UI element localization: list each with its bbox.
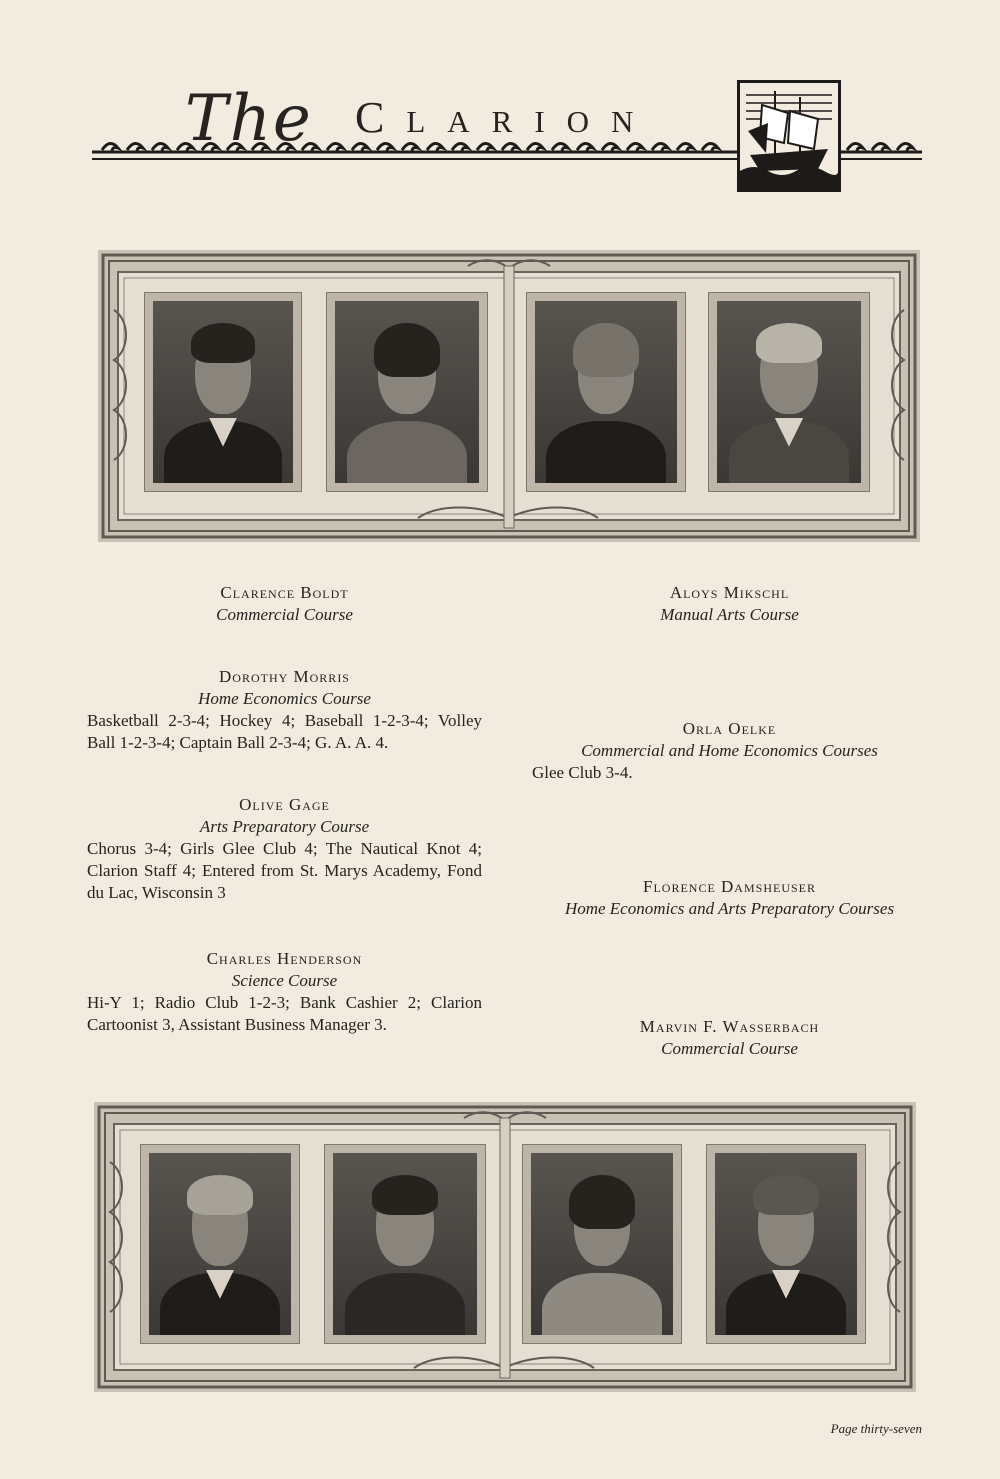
- entry-aloys-mikschl: [532, 582, 927, 626]
- student-name: Charles Henderson: [206, 949, 363, 968]
- portrait-dorothy-morris: [326, 292, 488, 492]
- student-activities: Glee Club 3-4.: [532, 763, 633, 782]
- entry-charles-henderson: [87, 948, 482, 1036]
- student-name: Florence Damsheuser: [643, 877, 816, 896]
- student-name: Orla Oelke: [682, 719, 777, 738]
- portrait-aloys-mikschl: [708, 292, 870, 492]
- portrait-marvin-wasserbach: [706, 1144, 866, 1344]
- page-number: Page thirty-seven: [830, 1421, 922, 1436]
- portrait-olive-gage: [526, 292, 686, 492]
- student-name: Marvin F. Wasserbach: [639, 1017, 820, 1036]
- student-name: Dorothy Morris: [219, 667, 350, 686]
- student-activities: Hi-Y 1; Radio Club 1-2-3; Bank Cashier 2; Clarion Cartoonist 3, Assistant Business Manager 3.: [87, 993, 482, 1034]
- title-the: The: [185, 82, 313, 156]
- entry-clarence-boldt: [87, 582, 482, 626]
- student-course: Science Course: [231, 971, 338, 990]
- page-header: [0, 0, 1000, 156]
- student-name: Aloys Mikschl: [669, 583, 790, 602]
- student-course: Commercial Course: [661, 1039, 798, 1058]
- student-course: Home Economics Course: [198, 689, 371, 708]
- top-photo-panel: [98, 250, 920, 542]
- portrait-orla-oelke: [324, 1144, 486, 1344]
- student-activities: Chorus 3-4; Girls Glee Club 4; The Nautical Knot 4; Clarion Staff 4; Entered from St. Marys Academy, Fond du Lac, Wisconsin 3: [87, 839, 482, 902]
- student-course: Commercial and Home Economics Courses: [581, 741, 878, 760]
- student-course: Commercial Course: [216, 605, 353, 624]
- entry-florence-damsheuser: [532, 876, 927, 920]
- title-clarion: Clarion: [355, 93, 656, 142]
- bottom-photo-panel: [94, 1102, 916, 1392]
- student-course: Manual Arts Course: [660, 605, 799, 624]
- student-activities: Basketball 2-3-4; Hockey 4; Baseball 1-2-3-4; Volley Ball 1-2-3-4; Captain Ball 2-3-4; G. A. A. 4.: [87, 711, 482, 752]
- student-course: Home Economics and Arts Preparatory Courses: [564, 899, 895, 918]
- student-name: Clarence Boldt: [220, 583, 349, 602]
- entry-olive-gage: [87, 794, 482, 904]
- entry-marvin-wasserbach: [532, 1016, 927, 1060]
- portrait-charles-henderson: [140, 1144, 300, 1344]
- ship-emblem-icon: [737, 80, 841, 192]
- entry-orla-oelke: [532, 718, 927, 784]
- student-name: Olive Gage: [239, 795, 330, 814]
- entry-dorothy-morris: [87, 666, 482, 754]
- portrait-clarence-boldt: [144, 292, 302, 492]
- portrait-florence-damsheuser: [522, 1144, 682, 1344]
- student-course: Arts Preparatory Course: [199, 817, 370, 836]
